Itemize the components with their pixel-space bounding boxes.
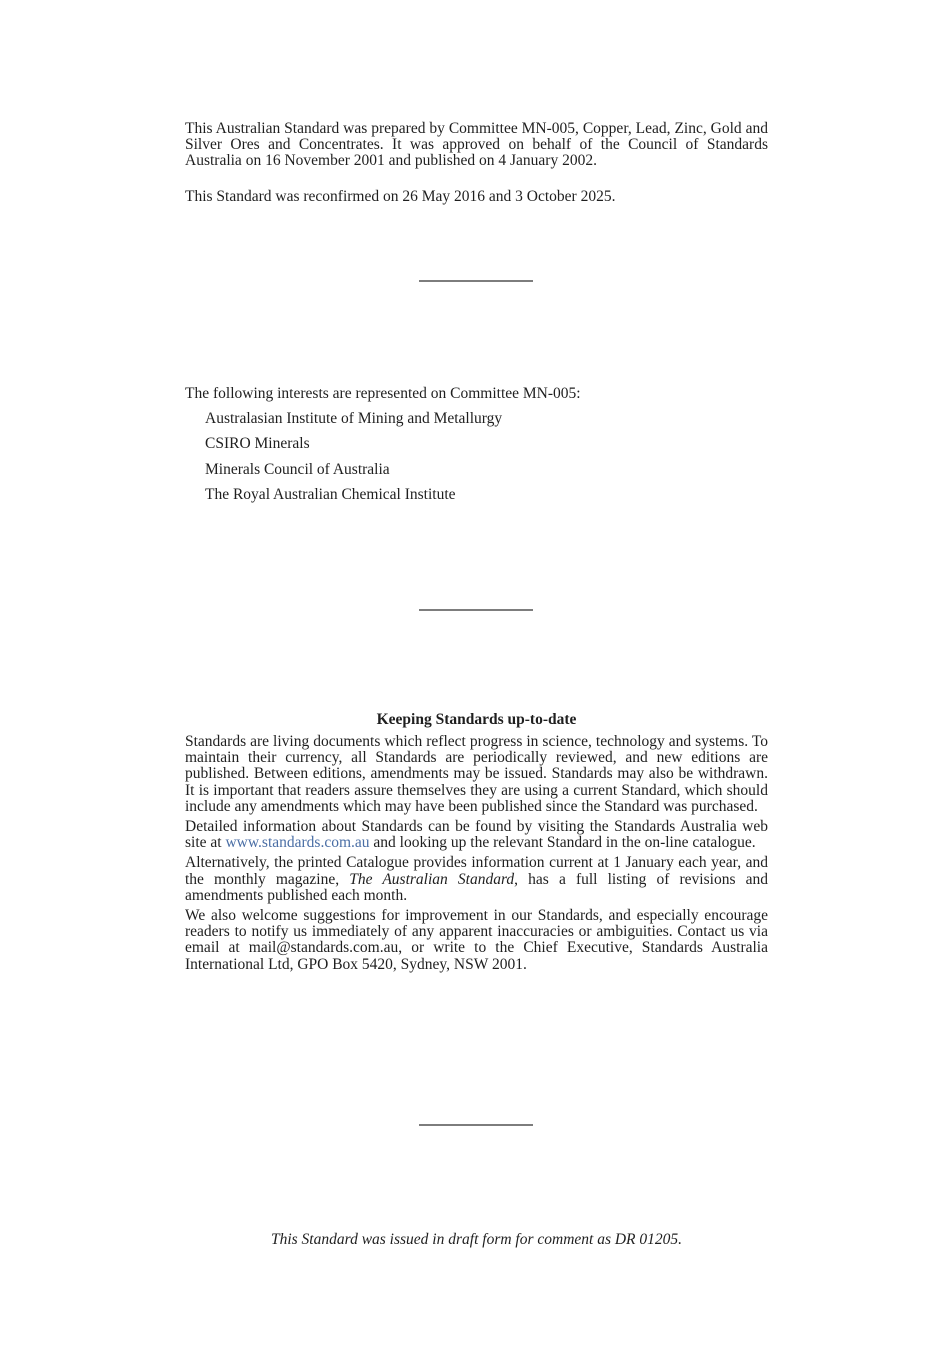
draft-comment-note: This Standard was issued in draft form for comment as DR 01205. bbox=[270, 1231, 683, 1248]
committee-member-list bbox=[185, 411, 768, 503]
section-divider-rule bbox=[419, 280, 533, 282]
living-documents-paragraph: Standards are living documents which reflect progress in science, technology and systems. To maintain their currency, all Standards are periodically reviewed, and new editions are published. Between editions, amendments may be issued. Standards may also be withdrawn. It is important that readers assure themselves they are using a current Standard, which should include any amendments which may have been published since the Standard was purchased. bbox=[185, 733, 768, 815]
detailed-information-paragraph bbox=[185, 819, 768, 851]
magazine-title: The Australian Standard bbox=[349, 870, 515, 888]
keeping-standards-body bbox=[185, 734, 768, 977]
suggestions-paragraph: We also welcome suggestions for improvement in our Standards, and especially encourage readers to notify us immediately of any apparent inaccuracies or ambiguities. Contact us via email at mail@standards.com.au, or write to the Chief Executive, Standards Australia International Ltd, GPO Box 5420, Sydney, NSW 2001. bbox=[185, 907, 768, 973]
committee-intro-line: The following interests are represented on Committee MN-005: bbox=[185, 385, 581, 402]
preparation-paragraph: This Australian Standard was prepared by Committee MN-005, Copper, Lead, Zinc, Gold and Silver Ores and Concentrates. It was approved on behalf of the Council of Standards Australia on 16 November 2001 and published on 4 January 2002. bbox=[185, 120, 768, 170]
printed-catalogue-text-before-title: Alternatively, the printed Catalogue provides information current at 1 January each year, and the monthly magazine, bbox=[185, 854, 768, 888]
committee-member-item: The Royal Australian Chemical Institute bbox=[205, 485, 456, 503]
section-divider-rule bbox=[419, 609, 533, 611]
detailed-information-text-before-link: Detailed information about Standards can be found by visiting the Standards Australia web site at bbox=[185, 818, 768, 852]
committee-member-item: Australasian Institute of Mining and Metallurgy bbox=[205, 410, 503, 428]
standards-website-link[interactable]: www.standards.com.au bbox=[225, 834, 370, 852]
printed-catalogue-text-after-title: , has a full listing of revisions and amendments published each month. bbox=[185, 870, 768, 904]
committee-member-item: Minerals Council of Australia bbox=[205, 460, 390, 478]
committee-member-item: CSIRO Minerals bbox=[205, 435, 310, 453]
detailed-information-text-after-link: and looking up the relevant Standard in the on-line catalogue. bbox=[369, 834, 756, 852]
keeping-standards-heading: Keeping Standards up-to-date bbox=[376, 711, 577, 728]
section-divider-rule bbox=[419, 1124, 533, 1126]
reconfirmation-paragraph: This Standard was reconfirmed on 26 May 2016 and 3 October 2025. bbox=[185, 188, 616, 205]
committee-interests-section bbox=[185, 386, 768, 512]
printed-catalogue-paragraph bbox=[185, 855, 768, 904]
